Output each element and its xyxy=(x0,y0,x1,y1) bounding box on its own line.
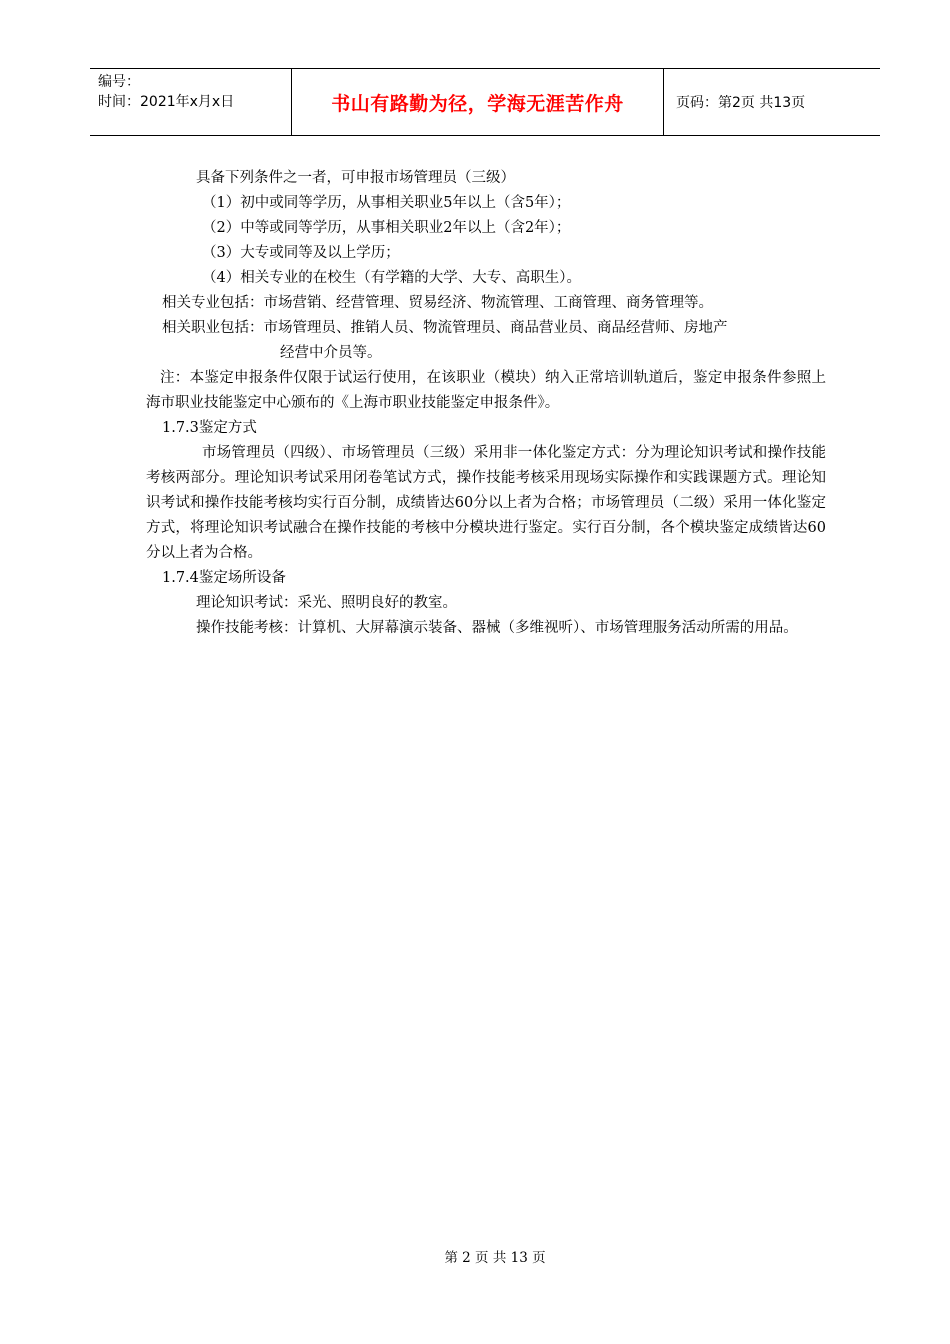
header-motto: 书山有路勤为径，学海无涯苦作舟 xyxy=(331,92,624,115)
header-page-label: 页码：第2页 共13页 xyxy=(676,95,806,111)
condition-item: （2）中等或同等学历，从事相关职业2年以上（含2年）； xyxy=(202,220,571,236)
equipment-skill: 操作技能考核：计算机、大屏幕演示装备、器械（多维视听）、市场管理服务活动所需的用品。 xyxy=(196,620,798,636)
document-body xyxy=(146,166,826,641)
section-heading-method: 1.7.3鉴定方式 xyxy=(162,420,257,436)
condition-item: （1）初中或同等学历，从事相关职业5年以上（含5年）； xyxy=(202,195,571,211)
related-majors: 相关专业包括：市场营销、经营管理、贸易经济、物流管理、工商管理、商务管理等。 xyxy=(162,295,713,311)
method-paragraph: 市场管理员（四级）、市场管理员（三级）采用非一体化鉴定方式：分为理论知识考试和操作技能考核两部分。理论知识考试采用闭卷笔试方式，操作技能考核采用现场实际操作和实践课题方式。理论知识考试和操作技能考核均实行百分制，成绩皆达60分以上者为合格；市场管理员（二级）采用一体化鉴定方式，将理论知识考试融合在操作技能的考核中分模块进行鉴定。实行百分制，各个模块鉴定成绩皆达60分以上者为合格。 xyxy=(146,445,826,561)
equipment-theory: 理论知识考试：采光、照明良好的教室。 xyxy=(196,595,457,611)
related-jobs-line-1: 相关职业包括：市场管理员、推销人员、物流管理员、商品营业员、商品经营师、房地产 xyxy=(162,320,728,336)
section-heading-equipment: 1.7.4鉴定场所设备 xyxy=(162,570,286,586)
header-middle-cell xyxy=(291,69,664,135)
note-paragraph: 注：本鉴定申报条件仅限于试运行使用，在该职业（模块）纳入正常培训轨道后，鉴定申报条件参照上海市职业技能鉴定中心颁布的《上海市职业技能鉴定申报条件》。 xyxy=(146,370,826,411)
page-footer: 第 2 页 共 13 页 xyxy=(444,1250,546,1266)
condition-item: （3）大专或同等及以上学历； xyxy=(202,245,400,261)
header-right-cell xyxy=(664,69,880,135)
condition-item: （4）相关专业的在校生（有学籍的大学、大专、高职生）。 xyxy=(202,270,581,286)
document-time-label: 时间：2021年x月x日 xyxy=(98,94,235,110)
document-number-label: 编号： xyxy=(98,74,140,90)
eligibility-intro: 具备下列条件之一者，可申报市场管理员（三级） xyxy=(196,170,515,186)
header-left-cell xyxy=(90,69,291,135)
related-jobs-line-2: 经营中介员等。 xyxy=(280,345,382,361)
page-header xyxy=(90,68,880,136)
